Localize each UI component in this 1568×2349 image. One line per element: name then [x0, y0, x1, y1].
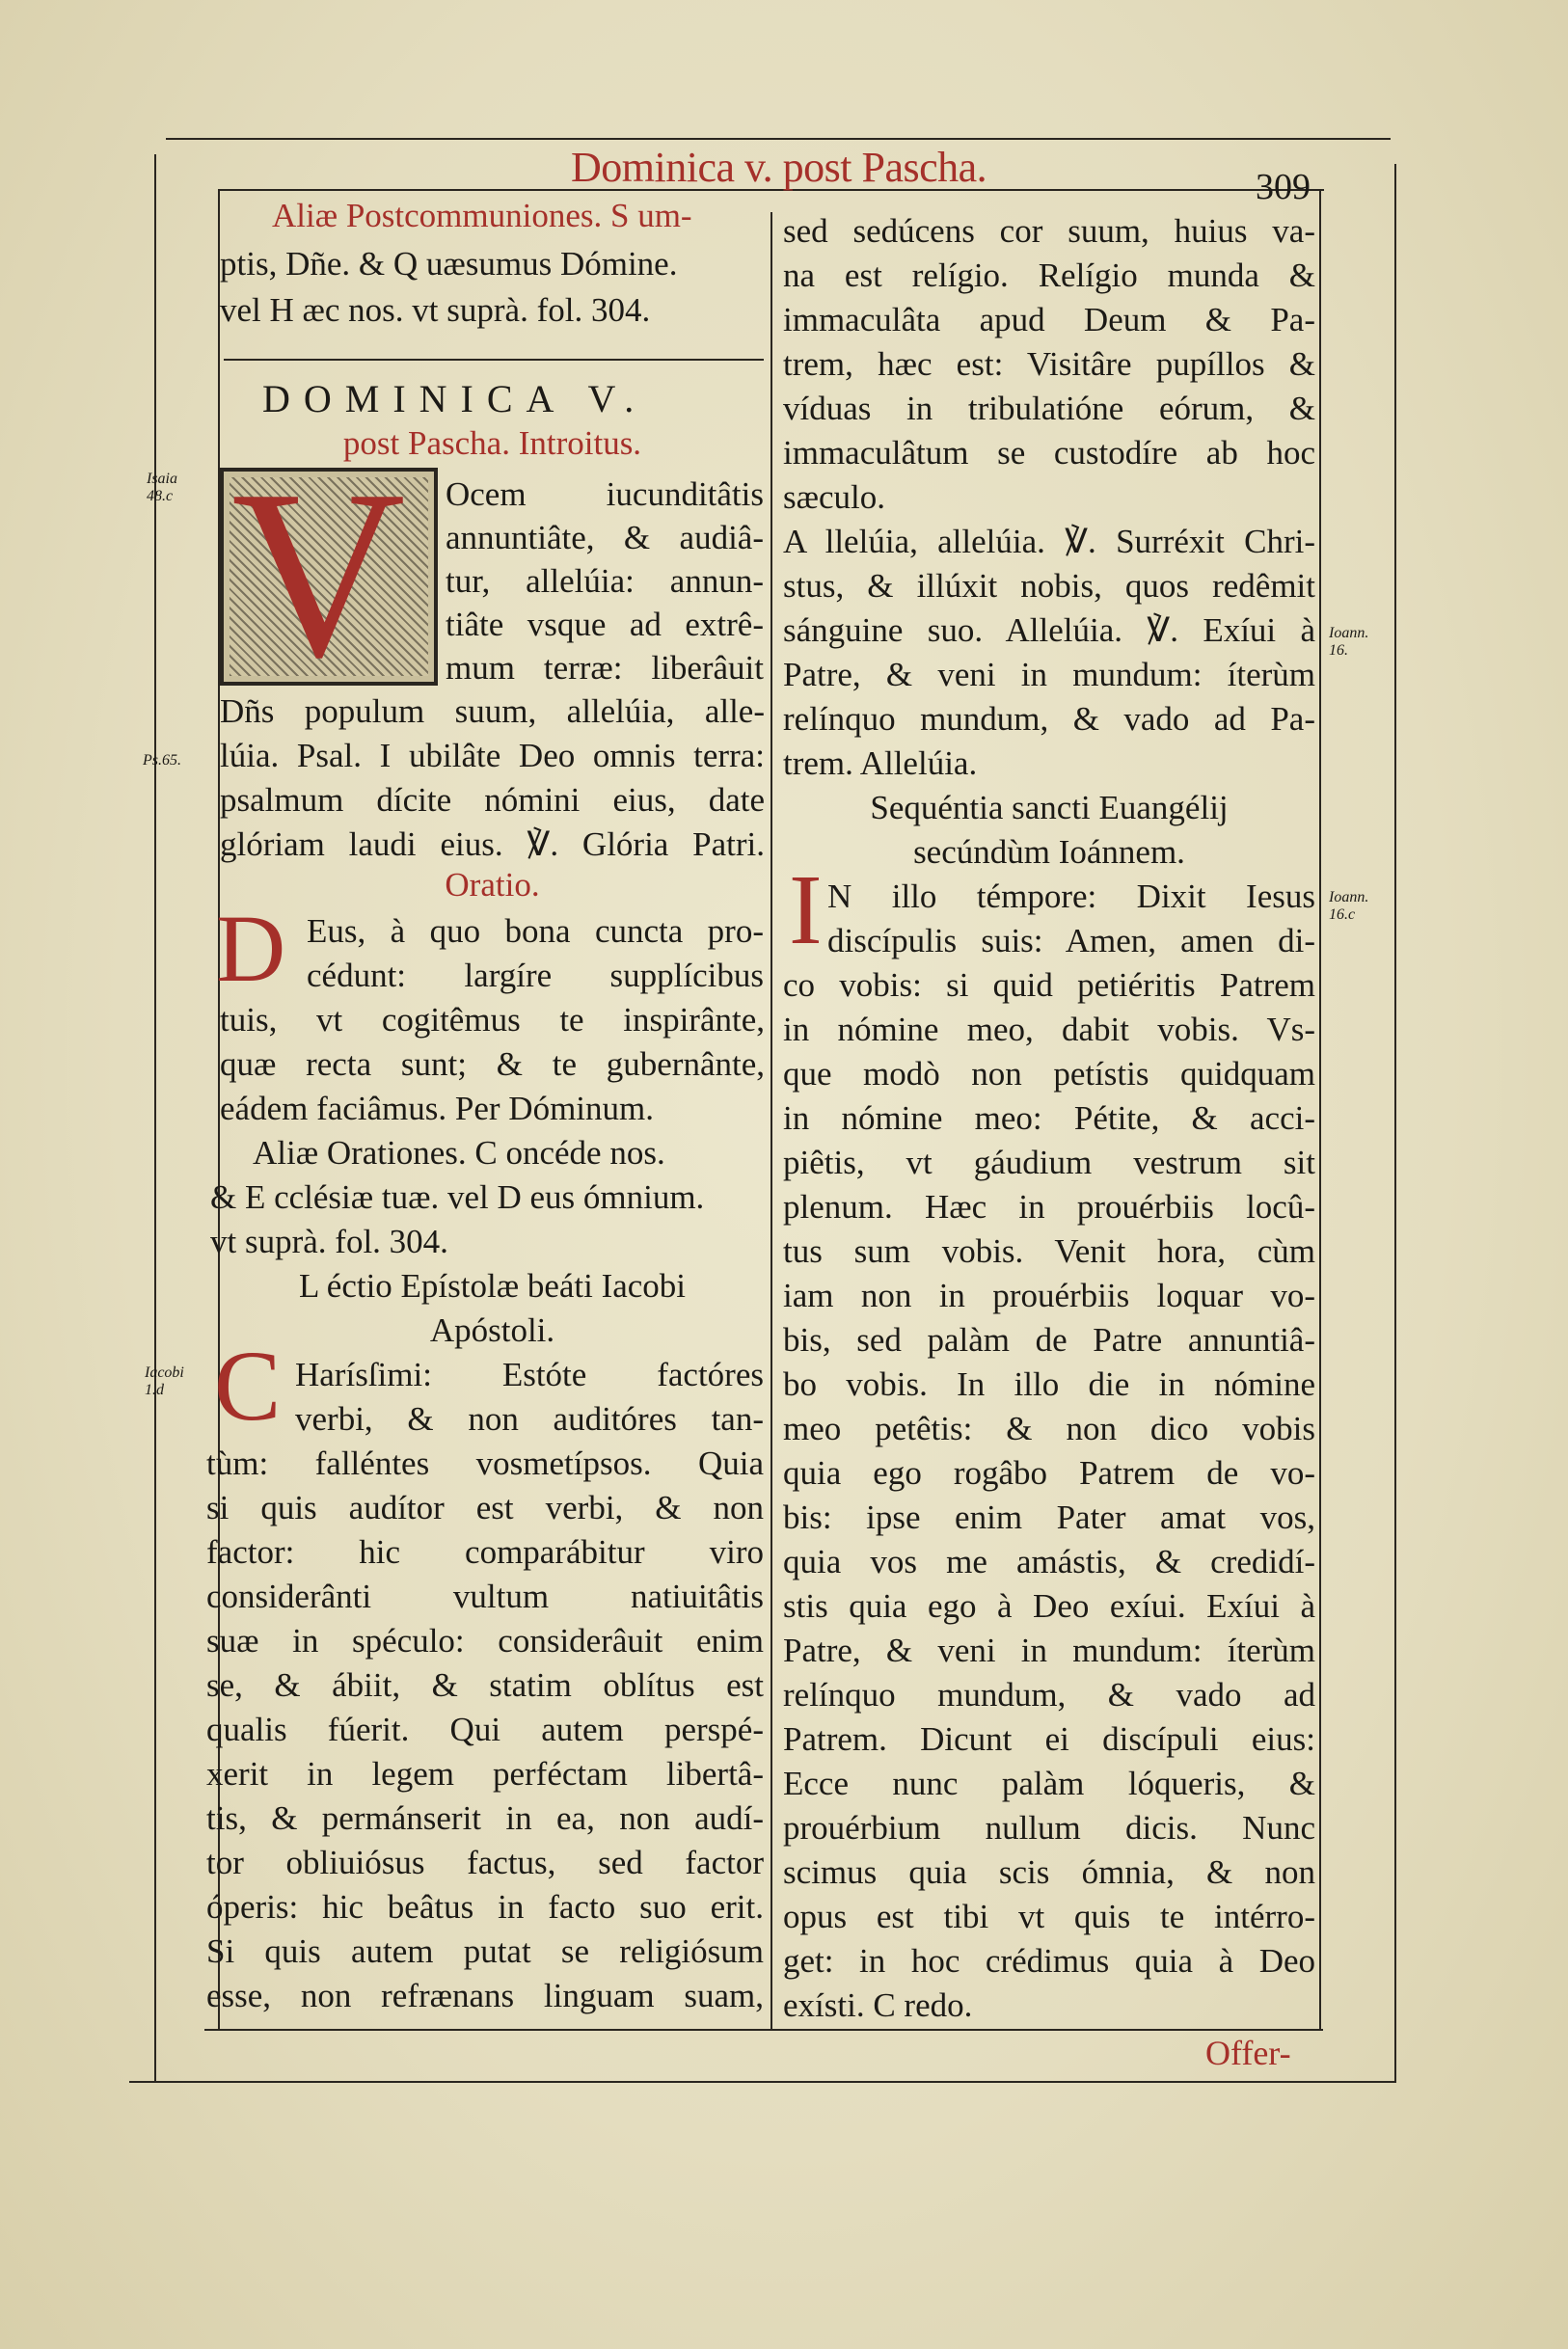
- introit-line: tiâte vsque ad extrê-: [446, 606, 764, 643]
- gospel-line: bis: ipse enim Pater amat vos,: [783, 1498, 1315, 1536]
- introit-line: Ocem iucunditâtis: [446, 475, 764, 513]
- aliae-orationes-line: Aliæ Orationes. C oncéde nos.: [253, 1134, 665, 1172]
- gospel-line: stis quia ego à Deo exíui. Exíui à: [783, 1587, 1315, 1625]
- gospel-line: exísti. C redo.: [783, 1986, 973, 2024]
- margin-note-isaias: Isaia 48.c: [147, 471, 177, 504]
- initial-v: V: [231, 468, 406, 686]
- introitus-subheading: post Pascha. Introitus.: [342, 424, 642, 462]
- alleluia-line: Patre, & veni in mundum: íterùm: [783, 656, 1315, 693]
- lectio-line: óperis: hic beâtus in facto suo erit.: [206, 1888, 764, 1926]
- gospel-line: opus est tibi vt quis te intérro-: [783, 1898, 1315, 1935]
- folio-number: 309: [1256, 167, 1311, 207]
- right-column: [771, 0, 1331, 2349]
- dominica-heading: DOMINICA V.: [262, 377, 648, 420]
- epistle-cont-line: trem, hæc est: Visitâre pupíllos &: [783, 345, 1315, 383]
- gospel-line: que modò non petístis quidquam: [783, 1055, 1315, 1093]
- woodcut-initial-v: [220, 468, 438, 686]
- introit-line: mum terræ: liberâuit: [446, 649, 764, 687]
- lectio-line: xerit in legem perféctam libertâ-: [206, 1755, 764, 1793]
- epistle-cont-line: sæculo.: [783, 478, 885, 516]
- introit-line: annuntiâte, & audiâ-: [446, 519, 764, 556]
- gospel-line: bis, sed palàm de Patre annuntiâ-: [783, 1321, 1315, 1359]
- gospel-line: scimus quia scis ómnia, & non: [783, 1853, 1315, 1891]
- lectio-line: suæ in spéculo: considerâuit enim: [206, 1622, 764, 1660]
- alleluia-line: A llelúia, allelúia. ℣. Surréxit Chri-: [783, 523, 1315, 560]
- gospel-line: N illo témpore: Dixit Iesus: [827, 878, 1315, 915]
- initial-d: D: [216, 895, 286, 1002]
- lectio-line: qualis fúerit. Qui autem perspé-: [206, 1711, 764, 1748]
- sequentia-title: Sequéntia sancti Euangélij: [870, 789, 1229, 826]
- section-divider: [224, 359, 764, 361]
- gospel-line: Ecce nunc palàm lóqueris, &: [783, 1765, 1315, 1802]
- gospel-line: co vobis: si quid petiéritis Patrem: [783, 966, 1315, 1004]
- introit-line: lúia. Psal. I ubilâte Deo omnis terra:: [220, 737, 765, 774]
- alleluia-line: stus, & illúxit nobis, quos redêmit: [783, 567, 1315, 605]
- lectio-line: factor: hic comparábitur viro: [206, 1533, 764, 1571]
- gospel-line: piêtis, vt gáudium vestrum sit: [783, 1144, 1315, 1181]
- margin-note-ioann-1: Ioann. 16.: [1329, 625, 1369, 659]
- epistle-cont-line: immaculâtum se custodíre ab hoc: [783, 434, 1315, 472]
- introit-line: psalmum dícite nómini eius, date: [220, 781, 765, 819]
- oratio-title: Oratio.: [445, 866, 540, 904]
- gospel-line: relínquo mundum, & vado ad: [783, 1676, 1315, 1714]
- gospel-line: Patre, & veni in mundum: íterùm: [783, 1632, 1315, 1669]
- alleluia-line: trem. Allelúia.: [783, 744, 978, 782]
- lectio-line: tor obliuiósus factus, sed factor: [206, 1844, 764, 1881]
- gospel-line: quia vos me amástis, & credidí-: [783, 1543, 1315, 1580]
- lectio-line: considerânti vultum natiuitâtis: [206, 1578, 764, 1615]
- margin-note-iacobi: Iacobi 1.d: [145, 1364, 184, 1398]
- alleluia-line: sánguine suo. Allelúia. ℣. Exíui à: [783, 611, 1315, 649]
- sequentia-title: secúndùm Ioánnem.: [913, 833, 1185, 871]
- epistle-cont-line: immaculâta apud Deum & Pa-: [783, 301, 1315, 338]
- lectio-line: si quis audítor est verbi, & non: [206, 1489, 764, 1526]
- alia-postcommuniones-line: Aliæ Postcommuniones. S um-: [272, 197, 692, 234]
- initial-c: C: [214, 1331, 282, 1442]
- gospel-line: meo petêtis: & non dico vobis: [783, 1410, 1315, 1447]
- oratio-line: Eus, à quo bona cuncta pro-: [307, 912, 764, 950]
- gospel-line: prouérbium nullum dicis. Nunc: [783, 1809, 1315, 1847]
- lectio-line: tùm: falléntes vosmetípsos. Quia: [206, 1444, 764, 1482]
- gospel-line: plenum. Hæc in prouérbiis locû-: [783, 1188, 1315, 1226]
- aliae-orationes-line: vt suprà. fol. 304.: [210, 1223, 448, 1260]
- lectio-line: verbi, & non auditóres tan-: [295, 1400, 764, 1438]
- lectio-line: tis, & permánserit in ea, non audí-: [206, 1799, 764, 1837]
- gospel-line: get: in hoc crédimus quia à Deo: [783, 1942, 1315, 1980]
- introit-line: Dñs populum suum, allelúia, alle-: [220, 692, 765, 730]
- epistle-cont-line: víduas in tribulatióne eórum, &: [783, 390, 1315, 427]
- oratio-line: cédunt: largíre supplícibus: [307, 957, 764, 994]
- epistle-cont-line: sed sedúcens cor suum, huius va-: [783, 212, 1315, 250]
- lectio-line: se, & ábiit, & statim oblítus est: [206, 1666, 764, 1704]
- gospel-line: bo vobis. In illo die in nómine: [783, 1365, 1315, 1403]
- gospel-line: Patrem. Dicunt ei discípuli eius:: [783, 1720, 1315, 1758]
- alia-postcommuniones-line: vel H æc nos. vt suprà. fol. 304.: [220, 291, 651, 329]
- margin-note-ioann-2: Ioann. 16.c: [1329, 889, 1369, 923]
- introit-line: glóriam laudi eius. ℣. Glória Patri.: [220, 825, 765, 863]
- epistle-cont-line: na est relígio. Relígio munda &: [783, 256, 1315, 294]
- gospel-line: discípulis suis: Amen, amen di-: [827, 922, 1315, 959]
- aliae-orationes-line: & E cclésiæ tuæ. vel D eus ómnium.: [210, 1178, 705, 1216]
- oratio-line: quæ recta sunt; & te gubernânte,: [220, 1045, 765, 1083]
- gospel-line: in nómine meo, dabit vobis. Vs-: [783, 1011, 1315, 1048]
- initial-i: I: [789, 854, 823, 965]
- margin-note-psalm: Ps.65.: [143, 752, 181, 769]
- oratio-line: eádem faciâmus. Per Dóminum.: [220, 1090, 655, 1127]
- oratio-line: tuis, vt cogitêmus te inspirânte,: [220, 1001, 765, 1039]
- running-header: Dominica v. post Pascha.: [571, 144, 987, 191]
- gospel-line: in nómine meo: Pétite, & acci-: [783, 1099, 1315, 1137]
- lectio-line: Harísſimi: Estóte factóres: [295, 1356, 764, 1393]
- catchword: Offer-: [1205, 2034, 1291, 2072]
- alia-postcommuniones-line: ptis, Dñe. & Q uæsumus Dómine.: [220, 245, 678, 283]
- gospel-line: tus sum vobis. Venit hora, cùm: [783, 1232, 1315, 1270]
- left-column: [0, 0, 771, 2349]
- gospel-line: quia ego rogâbo Patrem de vo-: [783, 1454, 1315, 1492]
- frame-right-outer: [1394, 164, 1396, 2083]
- lectio-line: Si quis autem putat se religiósum: [206, 1932, 764, 1970]
- gospel-line: iam non in prouérbiis loquar vo-: [783, 1277, 1315, 1314]
- introit-line: tur, allelúia: annun-: [446, 562, 764, 600]
- lectio-line: esse, non refrænans linguam suam,: [206, 1977, 764, 2014]
- lectio-title: Apóstoli.: [429, 1311, 555, 1349]
- alleluia-line: relínquo mundum, & vado ad Pa-: [783, 700, 1315, 738]
- lectio-title: L éctio Epístolæ beáti Iacobi: [298, 1267, 687, 1305]
